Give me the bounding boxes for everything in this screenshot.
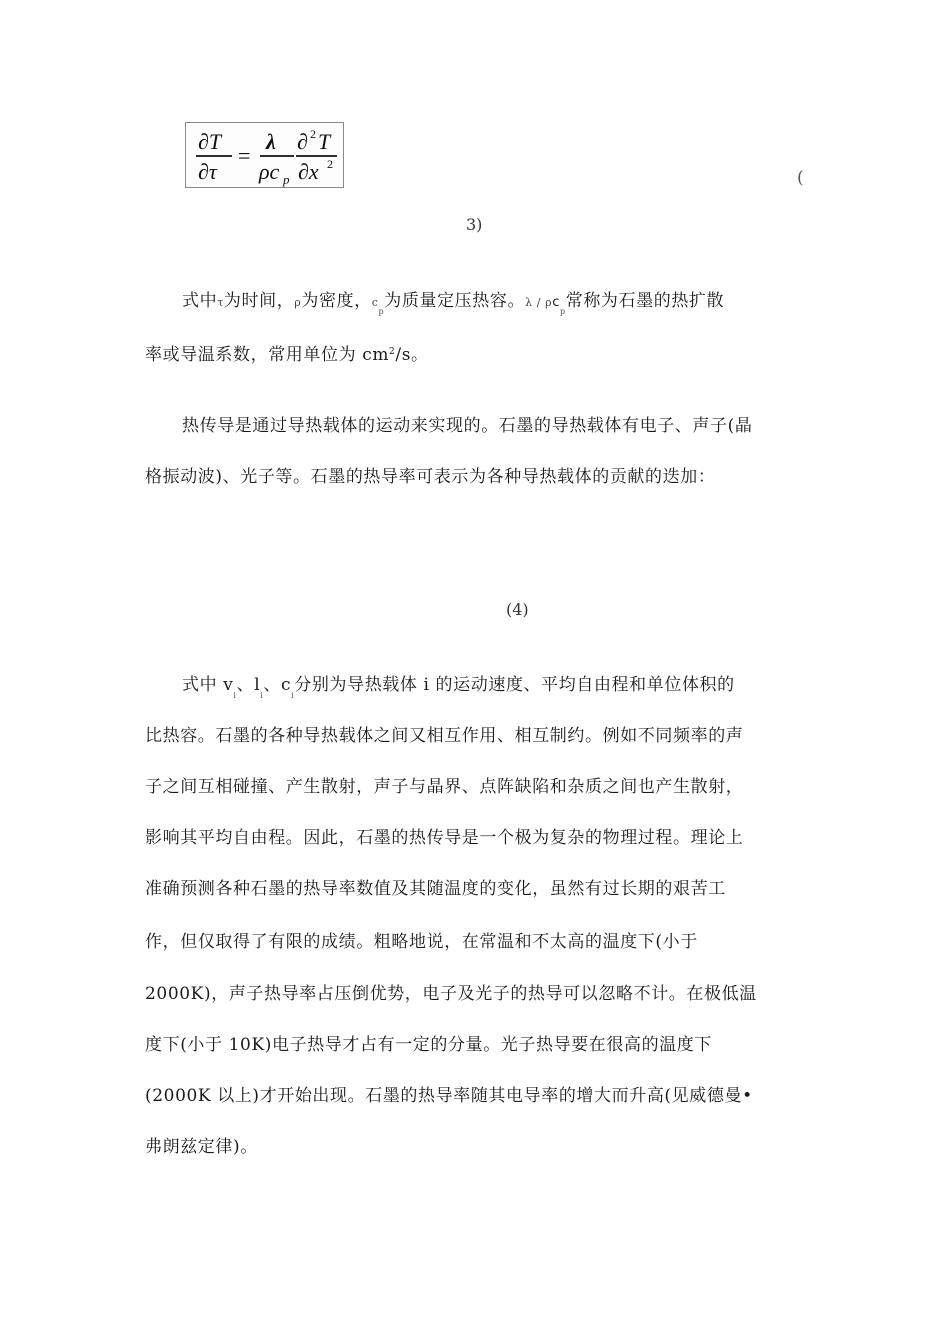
subscript-i-2: i [260, 691, 264, 700]
para3-text-d: 分别为导热载体 i 的运动速度、平均自由程和单位体积的 [294, 675, 735, 695]
para1-text-5: 常称为石墨的热扩散 [565, 291, 725, 311]
subscript-i-3: i [291, 691, 295, 700]
equation-3-paren-open: ( [797, 168, 804, 188]
subscript-i-1: i [233, 691, 237, 700]
rho-symbol: ρ [294, 296, 302, 309]
para3-line2: 比热容。石墨的各种导热载体之间又相互作用、相互制约。例如不同频率的声 [145, 726, 744, 746]
c-symbol: c [371, 296, 379, 309]
formula-rhs-denominator-sup: 2 [327, 157, 333, 171]
para1-text-2: 为时间， [223, 291, 295, 311]
para1-line1 [145, 288, 842, 325]
equation-3-formula [185, 122, 344, 188]
lambda-rho-symbol: λ / ρ [525, 296, 553, 309]
para3-line4: 影响其平均自由程。因此，石墨的热传导是一个极为复杂的物理过程。理论上 [145, 828, 744, 848]
formula-lhs-numerator: ∂T [198, 129, 222, 154]
para1-text-4: 为质量定压热容。 [384, 291, 526, 311]
formula-rhs-numerator-sup: 2 [310, 127, 316, 141]
para3-line1 [145, 672, 842, 709]
para1-text-3: 为密度， [301, 291, 372, 311]
para3-line9: (2000K 以上)才开始出现。石墨的热导率随其电导率的增大而升高(见威德曼• [145, 1086, 753, 1106]
para1-line2-unit: /s。 [395, 345, 429, 365]
para1-line2-text: 率或导温系数，常用单位为 cm [145, 345, 390, 365]
cp-subscript: p [559, 307, 566, 316]
formula-lhs-denominator: ∂τ [198, 159, 217, 184]
para3-text-a: 式中 v [182, 675, 234, 695]
unit-superscript: 2 [389, 347, 396, 357]
formula-rhs-numerator: ∂ [297, 129, 308, 154]
formula-rhs-numerator-T: T [318, 129, 331, 154]
equation-3-label: 3) [466, 215, 483, 234]
tau-symbol: τ [217, 296, 224, 309]
formula-rho-c: ρc [259, 159, 280, 184]
para3-line5: 准确预测各种石墨的热导率数值及其随温度的变化，虽然有过长期的艰苦工 [145, 879, 726, 899]
p-subscript: p [378, 307, 385, 316]
para1-text-1: 式中 [182, 291, 218, 311]
para3-line7: 2000K)，声子热导率占压倒优势，电子及光子的热导可以忽略不计。在极低温 [145, 984, 757, 1004]
equation-4-label: (4) [506, 600, 529, 619]
para3-line10: 弗朗兹定律)。 [145, 1137, 258, 1157]
para2-line1: 热传导是通过导热载体的运动来实现的。石墨的导热载体有电子、声子(晶 [182, 416, 753, 436]
formula-p-subscript: p [283, 172, 290, 187]
para3-text-c: 、c [263, 675, 292, 695]
para2-line2: 格振动波)、光子等。石墨的热导率可表示为各种导热载体的贡献的迭加： [145, 467, 716, 487]
para3-line3: 子之间互相碰撞、产生散射，声子与晶界、点阵缺陷和杂质之间也产生散射， [145, 777, 744, 797]
cp-symbol: c [552, 295, 560, 310]
para3-text-b: 、l [236, 675, 261, 695]
para3-line8: 度下(小于 10K)电子热导才占有一定的分量。光子热导要在很高的温度下 [145, 1035, 712, 1055]
formula-lambda: λ [266, 129, 276, 154]
formula-equals: = [238, 143, 251, 168]
para1-line2 [145, 339, 805, 368]
para3-line6: 作，但仅取得了有限的成绩。粗略地说，在常温和不太高的温度下(小于 [145, 932, 698, 952]
formula-rhs-denominator: ∂x [298, 159, 319, 184]
